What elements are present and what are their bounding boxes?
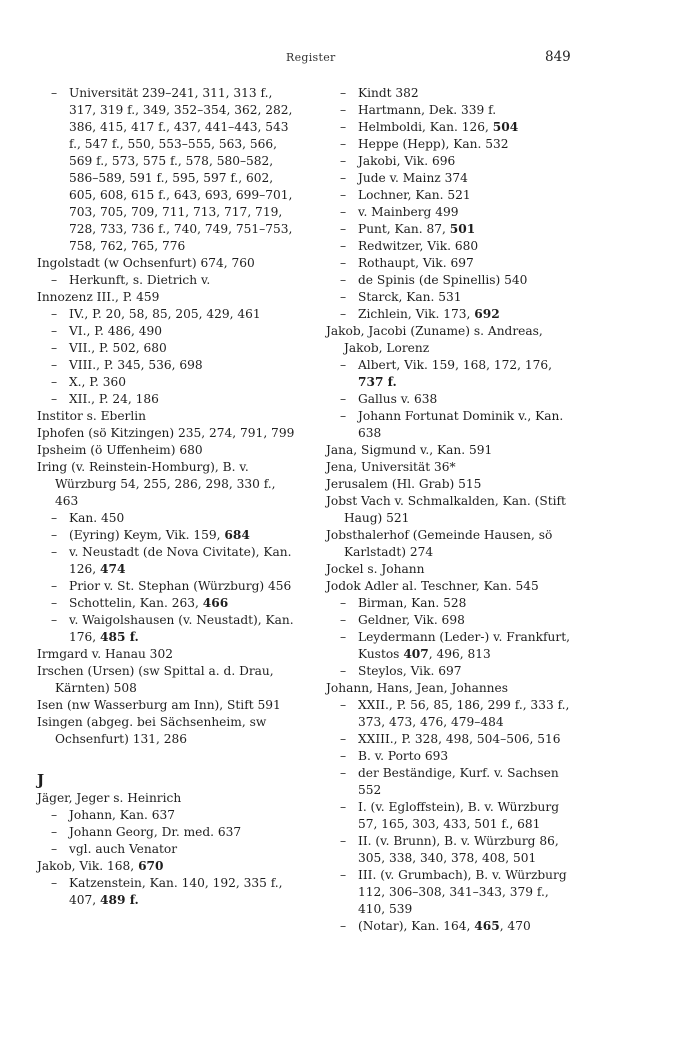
entry-text: XXII., P. 56, 85, 186, 299 f., 333 f., 373, 473, 476, 479–484	[358, 698, 570, 729]
subentry-dash: –	[340, 120, 347, 134]
index-column-right	[326, 85, 571, 935]
entry-text: Universität 239–241, 311, 313 f., 317, 319 f., 349, 352–354, 362, 282, 386, 415, 417 f., 437, 441–443, 543 f., 547 f., 550, 553–555, 563, 566, 569 f., 573, 575 f., 578, 580–582, 586–589, 591 f., 595, 597 f., 602, 605, 608, 615 f., 643, 693, 699–701, 703, 705, 709, 711, 713, 717, 719, 728, 733, 736 f., 740, 749, 751–753, 758, 762, 765, 776	[69, 86, 293, 253]
subentry-dash: –	[51, 579, 58, 593]
subentry-dash: –	[51, 876, 58, 890]
subentry-dash: –	[51, 842, 58, 856]
index-subentry	[326, 238, 571, 255]
subentry-dash: –	[340, 409, 347, 423]
index-subentry	[37, 824, 300, 841]
main-reference: 465	[474, 919, 500, 933]
index-entry	[326, 561, 571, 578]
main-reference: 670	[138, 859, 164, 873]
index-subentry	[326, 102, 571, 119]
entry-text: Katzenstein, Kan. 140, 192, 335 f., 407,	[69, 876, 283, 907]
subentry-dash: –	[340, 154, 347, 168]
index-subentry	[37, 875, 300, 909]
index-subentry	[37, 323, 300, 340]
entry-text: (Notar), Kan. 164,	[358, 919, 475, 933]
page-header	[0, 51, 700, 69]
main-reference: 485 f.	[100, 630, 139, 644]
subentry-dash: –	[51, 358, 58, 372]
main-reference: 692	[474, 307, 500, 321]
entry-text: Gallus v. 638	[358, 392, 438, 406]
entry-text: Heppe (Hepp), Kan. 532	[358, 137, 509, 151]
entry-text: Leydermann (Leder-) v. Frankfurt, Kustos	[358, 630, 571, 661]
index-column-left	[37, 85, 300, 909]
subentry-dash: –	[51, 324, 58, 338]
entry-text: Jana, Sigmund v., Kan. 591	[326, 443, 493, 457]
index-subentry	[37, 272, 300, 289]
subentry-dash: –	[340, 290, 347, 304]
index-entry	[37, 790, 300, 807]
subentry-dash: –	[51, 545, 58, 559]
index-entry	[37, 858, 300, 875]
index-subentry	[37, 374, 300, 391]
subentry-dash: –	[340, 630, 347, 644]
entry-text: Ipsheim (ö Uffenheim) 680	[37, 443, 203, 457]
index-entry	[37, 408, 300, 425]
subentry-dash: –	[340, 664, 347, 678]
entry-text: Jerusalem (Hl. Grab) 515	[326, 477, 482, 491]
subentry-dash: –	[340, 596, 347, 610]
index-subentry	[326, 272, 571, 289]
subentry-dash: –	[51, 528, 58, 542]
subentry-dash: –	[51, 341, 58, 355]
entry-text: Jude v. Mainz 374	[358, 171, 468, 185]
entry-text: Isen (nw Wasserburg am Inn), Stift 591	[37, 698, 281, 712]
index-entry	[37, 714, 300, 748]
entry-text: Jakobi, Vik. 696	[358, 154, 456, 168]
index-entry	[326, 493, 571, 527]
subentry-dash: –	[340, 171, 347, 185]
entry-text: Kindt 382	[358, 86, 419, 100]
index-subentry	[37, 595, 300, 612]
entry-text: Johann, Hans, Jean, Johannes	[326, 681, 508, 695]
entry-text: Herkunft, s. Dietrich v.	[69, 273, 211, 287]
index-subentry	[37, 578, 300, 595]
entry-text: Jobst Vach v. Schmalkalden, Kan. (Stift Haug) 521	[326, 494, 566, 525]
entry-text: VIII., P. 345, 536, 698	[69, 358, 203, 372]
index-subentry	[37, 527, 300, 544]
entry-text: Schottelin, Kan. 263,	[69, 596, 203, 610]
index-subentry	[326, 204, 571, 221]
subentry-dash: –	[340, 273, 347, 287]
subentry-dash: –	[51, 808, 58, 822]
subentry-dash: –	[51, 375, 58, 389]
index-subentry	[326, 595, 571, 612]
entry-text: Jockel s. Johann	[326, 562, 425, 576]
main-reference: 737 f.	[358, 375, 397, 389]
entry-text: Birman, Kan. 528	[358, 596, 467, 610]
subentry-dash: –	[51, 86, 58, 100]
subentry-dash: –	[340, 137, 347, 151]
subentry-dash: –	[340, 307, 347, 321]
index-subentry	[326, 748, 571, 765]
index-subentry	[326, 612, 571, 629]
index-subentry	[37, 391, 300, 408]
index-subentry	[326, 187, 571, 204]
index-entry	[326, 527, 571, 561]
entry-text: Ingolstadt (w Ochsenfurt) 674, 760	[37, 256, 255, 270]
entry-text: VI., P. 486, 490	[69, 324, 162, 338]
index-subentry	[37, 841, 300, 858]
subentry-dash: –	[340, 205, 347, 219]
index-subentry	[37, 306, 300, 323]
entry-text: Steylos, Vik. 697	[358, 664, 462, 678]
index-subentry	[326, 663, 571, 680]
entry-text: de Spinis (de Spinellis) 540	[358, 273, 528, 287]
entry-text: v. Waigolshausen (v. Neustadt), Kan. 176,	[69, 613, 294, 644]
index-subentry	[326, 391, 571, 408]
entry-text: Jakob, Jacobi (Zuname) s. Andreas, Jakob, Lorenz	[326, 324, 543, 355]
subentry-dash: –	[51, 613, 58, 627]
index-subentry	[326, 289, 571, 306]
entry-text: Jena, Universität 36*	[326, 460, 456, 474]
subentry-dash: –	[340, 358, 347, 372]
main-reference: 474	[100, 562, 126, 576]
entry-text: Isingen (abgeg. bei Sächsenheim, sw Ochsenfurt) 131, 286	[37, 715, 267, 746]
index-subentry	[326, 153, 571, 170]
entry-text: Hartmann, Dek. 339 f.	[358, 103, 497, 117]
index-subentry	[326, 833, 571, 867]
subentry-dash: –	[51, 511, 58, 525]
subentry-dash: –	[340, 749, 347, 763]
index-entry	[37, 425, 300, 442]
entry-text: XII., P. 24, 186	[69, 392, 159, 406]
subentry-dash: –	[340, 766, 347, 780]
entry-text: Prior v. St. Stephan (Würzburg) 456	[69, 579, 292, 593]
entry-text: Rothaupt, Vik. 697	[358, 256, 474, 270]
subentry-dash: –	[340, 188, 347, 202]
entry-text: Starck, Kan. 531	[358, 290, 462, 304]
index-subentry	[326, 629, 571, 663]
entry-text: Albert, Vik. 159, 168, 172, 176,	[358, 358, 552, 372]
entry-text: Innozenz III., P. 459	[37, 290, 160, 304]
entry-text: X., P. 360	[69, 375, 127, 389]
entry-text: III. (v. Grumbach), B. v. Würzburg 112, 306–308, 341–343, 379 f., 410, 539	[358, 868, 567, 916]
entry-text: Iring (v. Reinstein-Homburg), B. v. Würzburg 54, 255, 286, 298, 330 f., 463	[37, 460, 276, 508]
index-subentry	[326, 918, 571, 935]
index-entry	[326, 323, 571, 357]
entry-text: Redwitzer, Vik. 680	[358, 239, 479, 253]
main-reference: 501	[449, 222, 476, 236]
entry-text-after: , 496, 813	[428, 647, 491, 661]
index-subentry	[326, 85, 571, 102]
entry-text: der Beständige, Kurf. v. Sachsen 552	[358, 766, 559, 797]
subentry-dash: –	[51, 596, 58, 610]
index-subentry	[37, 510, 300, 527]
running-title: Register	[286, 51, 336, 64]
index-subentry	[326, 136, 571, 153]
index-subentry	[326, 697, 571, 731]
index-entry	[326, 442, 571, 459]
entry-text: Irschen (Ursen) (sw Spittal a. d. Drau, Kärnten) 508	[37, 664, 274, 695]
entry-text: Geldner, Vik. 698	[358, 613, 465, 627]
entry-text: v. Mainberg 499	[358, 205, 459, 219]
page-number: 849	[545, 49, 571, 65]
main-reference: 684	[224, 528, 250, 542]
entry-text: Kan. 450	[69, 511, 125, 525]
index-entry	[37, 697, 300, 714]
index-subentry	[326, 357, 571, 391]
subentry-dash: –	[340, 256, 347, 270]
index-entry	[326, 459, 571, 476]
entry-text: Iphofen (sö Kitzingen) 235, 274, 791, 799	[37, 426, 295, 440]
index-subentry	[37, 340, 300, 357]
main-reference: 504	[492, 120, 519, 134]
subentry-dash: –	[340, 698, 347, 712]
entry-text: Johann Georg, Dr. med. 637	[69, 825, 242, 839]
entry-text: Jodok Adler al. Teschner, Kan. 545	[326, 579, 539, 593]
entry-text-after: , 470	[499, 919, 531, 933]
subentry-dash: –	[340, 919, 347, 933]
index-subentry	[37, 544, 300, 578]
entry-text: v. Neustadt (de Nova Civitate), Kan. 126,	[69, 545, 292, 576]
entry-text: Irmgard v. Hanau 302	[37, 647, 173, 661]
index-subentry	[326, 408, 571, 442]
index-subentry	[326, 731, 571, 748]
index-entry	[37, 289, 300, 306]
index-subentry	[326, 255, 571, 272]
index-entry	[326, 680, 571, 697]
index-entry	[37, 459, 300, 510]
subentry-dash: –	[340, 800, 347, 814]
index-entry	[326, 476, 571, 493]
entry-text: Johann Fortunat Dominik v., Kan. 638	[358, 409, 564, 440]
main-reference: 466	[202, 596, 229, 610]
section-letter: J	[37, 771, 45, 789]
index-subentry	[326, 765, 571, 799]
index-entry	[37, 442, 300, 459]
entry-text: vgl. auch Venator	[69, 842, 178, 856]
subentry-dash: –	[51, 392, 58, 406]
entry-text: Jobsthalerhof (Gemeinde Hausen, sö Karlstadt) 274	[326, 528, 553, 559]
index-entry	[37, 255, 300, 272]
index-entry	[37, 646, 300, 663]
subentry-dash: –	[340, 834, 347, 848]
entry-text: Punt, Kan. 87,	[358, 222, 450, 236]
subentry-dash: –	[340, 86, 347, 100]
subentry-dash: –	[51, 307, 58, 321]
subentry-dash: –	[340, 613, 347, 627]
entry-text: Zichlein, Vik. 173,	[358, 307, 475, 321]
entry-text: IV., P. 20, 58, 85, 205, 429, 461	[69, 307, 261, 321]
subentry-dash: –	[51, 273, 58, 287]
subentry-dash: –	[340, 222, 347, 236]
entry-text: VII., P. 502, 680	[69, 341, 167, 355]
subentry-dash: –	[340, 732, 347, 746]
subentry-dash: –	[340, 392, 347, 406]
index-subentry	[326, 799, 571, 833]
index-subentry	[326, 867, 571, 918]
entry-text: I. (v. Egloffstein), B. v. Würzburg 57, 165, 303, 433, 501 f., 681	[358, 800, 560, 831]
entry-text: Helmboldi, Kan. 126,	[358, 120, 493, 134]
index-subentry	[37, 85, 300, 255]
index-subentry	[326, 306, 571, 323]
entry-text: XXIII., P. 328, 498, 504–506, 516	[358, 732, 561, 746]
index-entry	[326, 578, 571, 595]
entry-text: (Eyring) Keym, Vik. 159,	[69, 528, 225, 542]
entry-text: Jäger, Jeger s. Heinrich	[37, 791, 182, 805]
subentry-dash: –	[340, 103, 347, 117]
subentry-dash: –	[340, 868, 347, 882]
main-reference: 489 f.	[100, 893, 139, 907]
index-subentry	[326, 170, 571, 187]
entry-text: Jakob, Vik. 168,	[37, 859, 139, 873]
entry-text: Institor s. Eberlin	[37, 409, 147, 423]
entry-text: II. (v. Brunn), B. v. Würzburg 86, 305, 338, 340, 378, 408, 501	[358, 834, 559, 865]
index-subentry	[326, 119, 571, 136]
entry-text: B. v. Porto 693	[358, 749, 449, 763]
index-entry	[37, 663, 300, 697]
index-subentry	[326, 221, 571, 238]
main-reference: 407	[403, 647, 429, 661]
entry-text: Lochner, Kan. 521	[358, 188, 471, 202]
index-subentry	[37, 612, 300, 646]
subentry-dash: –	[51, 825, 58, 839]
index-subentry	[37, 357, 300, 374]
entry-text: Johann, Kan. 637	[69, 808, 176, 822]
index-subentry	[37, 807, 300, 824]
subentry-dash: –	[340, 239, 347, 253]
